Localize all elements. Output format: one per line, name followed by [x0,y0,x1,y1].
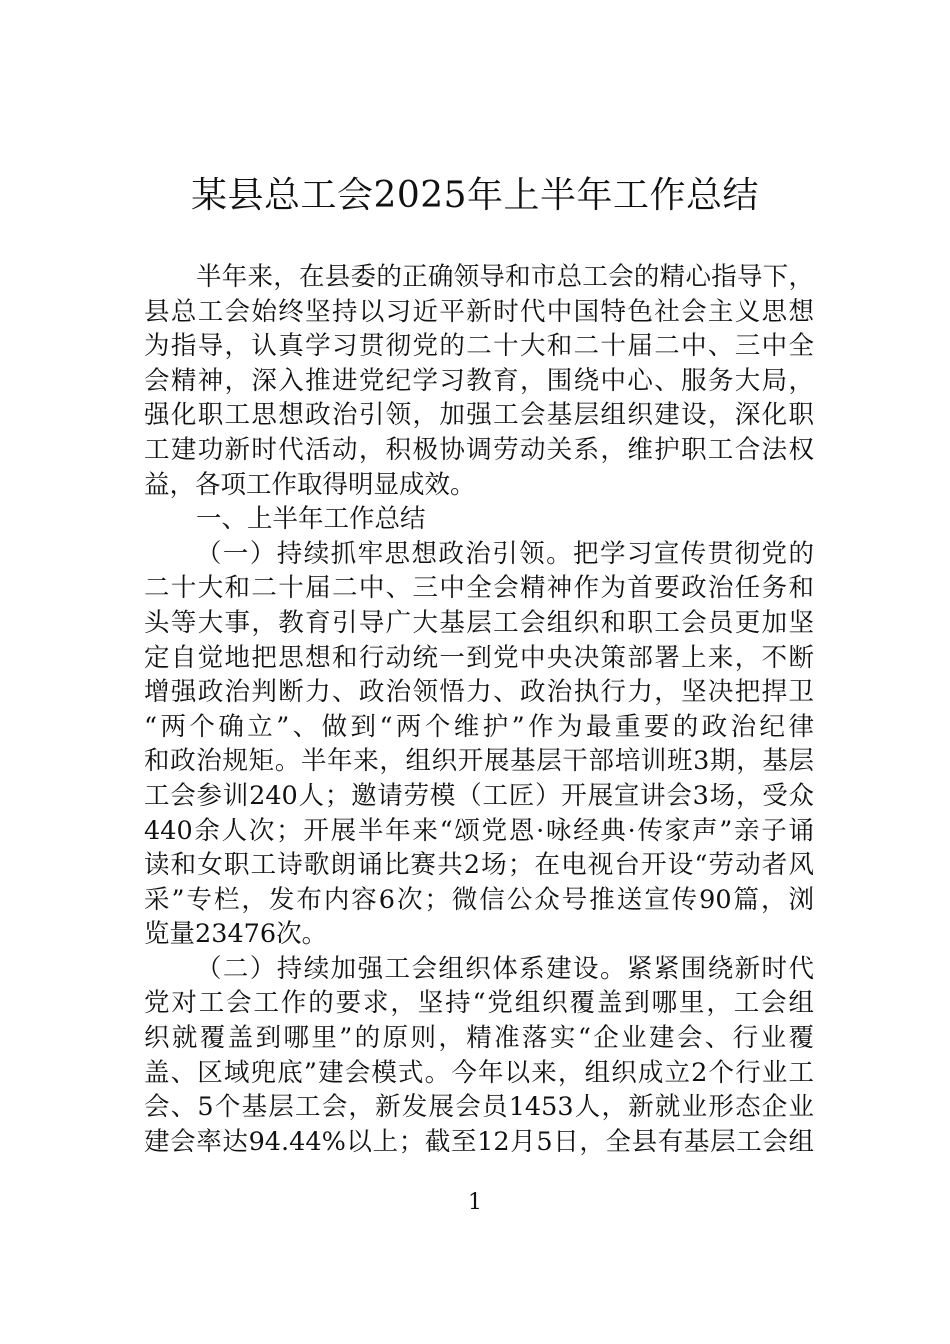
section-1-paragraph-line: “两个确立”、做到“两个维护”作为最重要的政治纪律 [144,711,814,742]
section-1-paragraph-line: 头等大事，教育引导广大基层工会组织和职工会员更加坚 [144,607,814,638]
section-2-paragraph-line: （二）持续加强工会组织体系建设。紧紧围绕新时代 [196,953,814,984]
document-title: 某县总工会2025年上半年工作总结 [190,175,760,216]
section-1-paragraph-line: 采”专栏，发布内容6次；微信公众号推送宣传90篇，浏 [144,884,814,915]
intro-paragraph-line: 为指导，认真学习贯彻党的二十大和二十届二中、三中全 [144,331,814,362]
page-number: 1 [468,1190,482,1215]
intro-paragraph-line: 县总工会始终坚持以习近平新时代中国特色社会主义思想 [144,296,814,327]
section-2-paragraph-line: 盖、区域兜底”建会模式。今年以来，组织成立2个行业工 [144,1057,814,1088]
document-body [144,260,814,1159]
section-1-paragraph-line: 读和女职工诗歌朗诵比赛共2场；在电视台开设“劳动者风 [144,850,814,881]
section-2-paragraph-line: 建会率达94.44%以上；截至12月5日，全县有基层工会组 [144,1126,814,1157]
section-1-paragraph-line: 二十大和二十届二中、三中全会精神作为首要政治任务和 [144,573,814,604]
section-2-paragraph-line: 会、5个基层工会，新发展会员1453人，新就业形态企业 [144,1092,814,1123]
intro-paragraph-line: 工建功新时代活动，积极协调劳动关系，维护职工合法权 [144,434,814,465]
intro-paragraph-line: 会精神，深入推进党纪学习教育，围绕中心、服务大局， [144,365,814,396]
section-1-paragraph-line: 览量23476次。 [144,919,328,950]
section-2-paragraph-line: 党对工会工作的要求，坚持“党组织覆盖到哪里，工会组 [144,988,814,1019]
intro-paragraph-line: 强化职工思想政治引领，加强工会基层组织建设，深化职 [144,400,814,431]
section-1-paragraph-line: 增强政治判断力、政治领悟力、政治执行力，坚决把捍卫 [144,677,814,708]
intro-paragraph-line: 益，各项工作取得明显成效。 [144,469,476,500]
section-1-paragraph-line: 440余人次；开展半年来“颂党恩·咏经典·传家声”亲子诵 [144,815,814,846]
section-1-paragraph-line: 和政治规矩。半年来，组织开展基层干部培训班3期，基层 [144,746,814,777]
section-1-paragraph-line: （一）持续抓牢思想政治引领。把学习宣传贯彻党的 [196,538,814,569]
section-1-paragraph-line: 工会参训240人；邀请劳模（工匠）开展宣讲会3场，受众 [144,780,814,811]
section-1-paragraph-line: 定自觉地把思想和行动统一到党中央决策部署上来，不断 [144,642,814,673]
intro-paragraph-line: 半年来，在县委的正确领导和市总工会的精心指导下， [196,262,814,292]
section-2-paragraph-line: 织就覆盖到哪里”的原则，精准落实“企业建会、行业覆 [144,1023,814,1054]
section-heading: 一、上半年工作总结 [196,504,426,535]
